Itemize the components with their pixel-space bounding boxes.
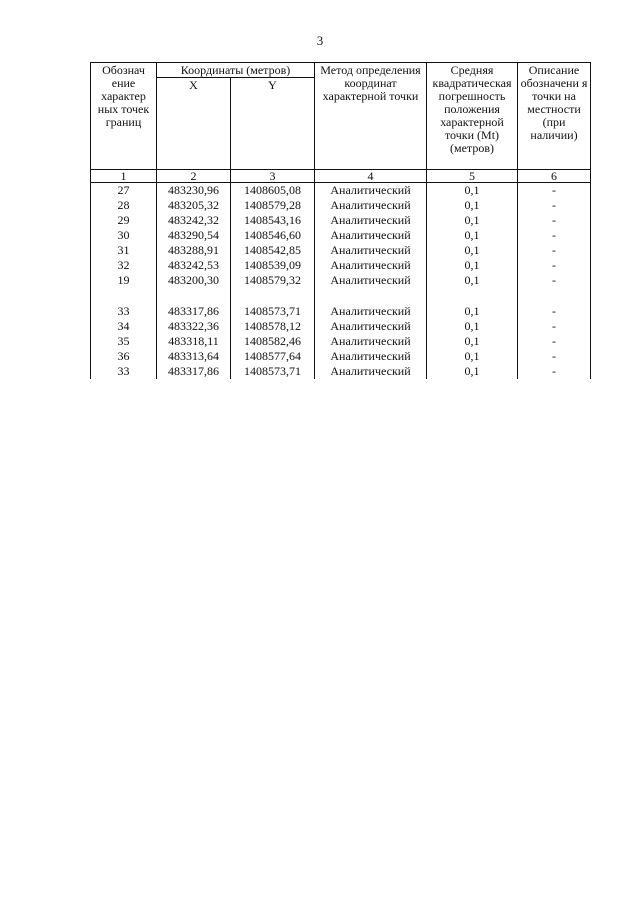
- point-number-cell: 29: [91, 213, 157, 228]
- method-cell: Аналитический: [315, 304, 427, 319]
- error-cell: 0,1: [427, 183, 518, 199]
- y-coordinate-cell: 1408577,64: [231, 349, 315, 364]
- y-coordinate-cell: 1408573,71: [231, 304, 315, 319]
- y-coordinate-cell: 1408582,46: [231, 334, 315, 349]
- method-cell: Аналитический: [315, 319, 427, 334]
- x-coordinate-cell: 483205,32: [157, 198, 231, 213]
- description-cell: -: [518, 198, 591, 213]
- error-cell: 0,1: [427, 273, 518, 288]
- table-row: [91, 273, 591, 288]
- header-row: [91, 63, 591, 78]
- y-coordinate-cell: 1408578,12: [231, 319, 315, 334]
- table-body: [91, 170, 591, 380]
- spacer-cell: [231, 288, 315, 304]
- point-number-cell: 34: [91, 319, 157, 334]
- point-number-cell: 30: [91, 228, 157, 243]
- error-cell: 0,1: [427, 319, 518, 334]
- table-row: [91, 334, 591, 349]
- description-cell: -: [518, 334, 591, 349]
- error-cell: 0,1: [427, 258, 518, 273]
- x-coordinate-cell: 483313,64: [157, 349, 231, 364]
- header-description-label: Описание обозначени я точки на местности (при наличии): [520, 63, 588, 142]
- spacer-cell: [518, 288, 591, 304]
- column-number: 2: [157, 170, 231, 183]
- column-number: 5: [427, 170, 518, 183]
- header-description: [518, 63, 591, 170]
- x-coordinate-cell: 483200,30: [157, 273, 231, 288]
- y-coordinate-cell: 1408546,60: [231, 228, 315, 243]
- column-number: 6: [518, 170, 591, 183]
- table-row: [91, 258, 591, 273]
- y-coordinate-cell: 1408579,28: [231, 198, 315, 213]
- method-cell: Аналитический: [315, 273, 427, 288]
- method-cell: Аналитический: [315, 243, 427, 258]
- description-cell: -: [518, 304, 591, 319]
- header-y-label: Y: [268, 78, 277, 92]
- group-spacer-row: [91, 288, 591, 304]
- spacer-cell: [157, 288, 231, 304]
- y-coordinate-cell: 1408542,85: [231, 243, 315, 258]
- header-method: [315, 63, 427, 170]
- header-method-label: Метод определения координат характерной точки: [320, 63, 421, 103]
- spacer-cell: [91, 288, 157, 304]
- error-cell: 0,1: [427, 213, 518, 228]
- y-coordinate-cell: 1408543,16: [231, 213, 315, 228]
- point-number-cell: 35: [91, 334, 157, 349]
- method-cell: Аналитический: [315, 228, 427, 243]
- table-row: [91, 198, 591, 213]
- error-cell: 0,1: [427, 243, 518, 258]
- description-cell: -: [518, 243, 591, 258]
- header-coordinates: [157, 63, 315, 78]
- error-cell: 0,1: [427, 349, 518, 364]
- header-point: [91, 63, 157, 170]
- table-row: [91, 319, 591, 334]
- error-cell: 0,1: [427, 198, 518, 213]
- x-coordinate-cell: 483290,54: [157, 228, 231, 243]
- description-cell: -: [518, 273, 591, 288]
- header-error-label: Средняя квадратическая погрешность положения характерной точки (Mt) (метров): [432, 63, 512, 155]
- spacer-cell: [427, 288, 518, 304]
- x-coordinate-cell: 483318,11: [157, 334, 231, 349]
- y-coordinate-cell: 1408539,09: [231, 258, 315, 273]
- description-cell: -: [518, 228, 591, 243]
- description-cell: -: [518, 213, 591, 228]
- point-number-cell: 27: [91, 183, 157, 199]
- table-row: [91, 213, 591, 228]
- description-cell: -: [518, 364, 591, 379]
- x-coordinate-cell: 483317,86: [157, 364, 231, 379]
- method-cell: Аналитический: [315, 334, 427, 349]
- column-numbers-row: [91, 170, 591, 183]
- y-coordinate-cell: 1408579,32: [231, 273, 315, 288]
- y-coordinate-cell: 1408605,08: [231, 183, 315, 199]
- x-coordinate-cell: 483230,96: [157, 183, 231, 199]
- method-cell: Аналитический: [315, 349, 427, 364]
- column-number: 4: [315, 170, 427, 183]
- point-number-cell: 32: [91, 258, 157, 273]
- page-number: 3: [316, 33, 324, 48]
- error-cell: 0,1: [427, 228, 518, 243]
- description-cell: -: [518, 349, 591, 364]
- x-coordinate-cell: 483317,86: [157, 304, 231, 319]
- header-x: [157, 78, 231, 170]
- header-x-label: X: [189, 78, 198, 92]
- description-cell: -: [518, 319, 591, 334]
- x-coordinate-cell: 483242,53: [157, 258, 231, 273]
- point-number-cell: 28: [91, 198, 157, 213]
- table-row: [91, 349, 591, 364]
- method-cell: Аналитический: [315, 364, 427, 379]
- x-coordinate-cell: 483242,32: [157, 213, 231, 228]
- header-coordinates-label: Координаты (метров): [180, 63, 291, 77]
- method-cell: Аналитический: [315, 198, 427, 213]
- table-row: [91, 304, 591, 319]
- x-coordinate-cell: 483322,36: [157, 319, 231, 334]
- error-cell: 0,1: [427, 304, 518, 319]
- header-y: [231, 78, 315, 170]
- table-row: [91, 364, 591, 379]
- point-number-cell: 31: [91, 243, 157, 258]
- table-row: [91, 243, 591, 258]
- method-cell: Аналитический: [315, 183, 427, 199]
- coordinates-table: [90, 62, 591, 379]
- point-number-cell: 33: [91, 304, 157, 319]
- point-number-cell: 33: [91, 364, 157, 379]
- description-cell: -: [518, 183, 591, 199]
- method-cell: Аналитический: [315, 258, 427, 273]
- y-coordinate-cell: 1408573,71: [231, 364, 315, 379]
- column-number: 1: [91, 170, 157, 183]
- x-coordinate-cell: 483288,91: [157, 243, 231, 258]
- column-number: 3: [231, 170, 315, 183]
- point-number-cell: 19: [91, 273, 157, 288]
- method-cell: Аналитический: [315, 213, 427, 228]
- spacer-cell: [315, 288, 427, 304]
- table-row: [91, 228, 591, 243]
- description-cell: -: [518, 258, 591, 273]
- header-error: [427, 63, 518, 170]
- error-cell: 0,1: [427, 364, 518, 379]
- point-number-cell: 36: [91, 349, 157, 364]
- error-cell: 0,1: [427, 334, 518, 349]
- header-point-label: Обознач ение характер ных точек границ: [97, 63, 150, 129]
- table-row: [91, 183, 591, 199]
